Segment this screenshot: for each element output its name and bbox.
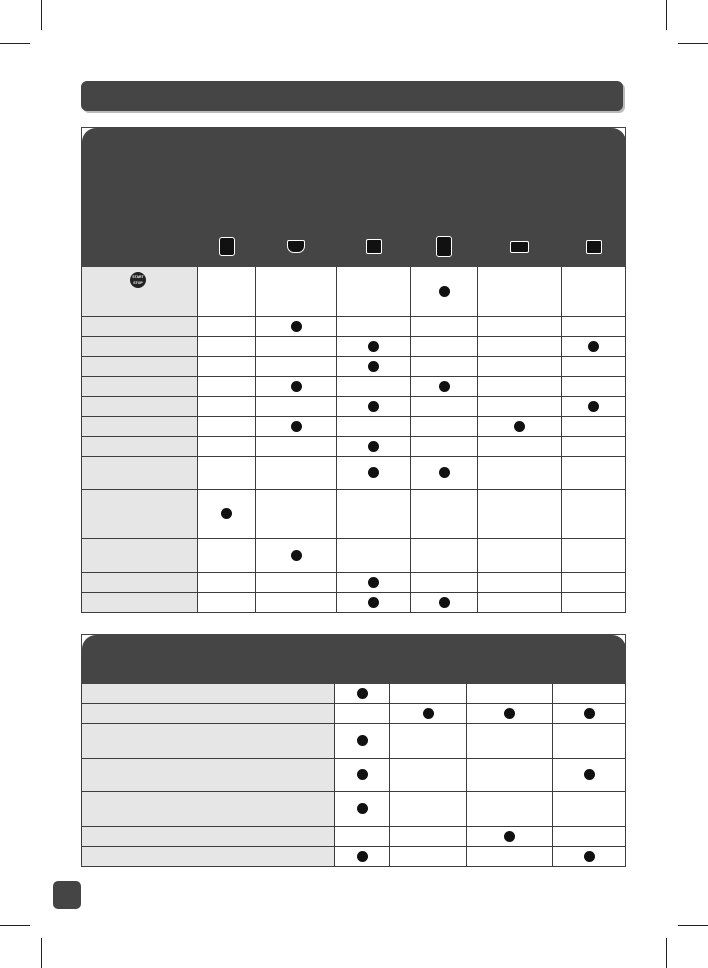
table-row	[82, 437, 626, 457]
table-header-corner	[82, 128, 198, 267]
table-row	[82, 573, 626, 593]
table-cell	[562, 490, 626, 539]
pot-square-icon	[562, 232, 626, 267]
table-cell	[467, 724, 553, 759]
table-cell	[411, 377, 478, 397]
table-cell	[256, 377, 337, 397]
crop-mark	[0, 43, 30, 44]
row-label	[82, 357, 198, 377]
table-cell	[337, 457, 411, 490]
table-cell	[562, 397, 626, 417]
table-cell	[337, 417, 411, 437]
table-cell	[256, 397, 337, 417]
column-header	[411, 128, 478, 232]
check-dot-icon	[439, 381, 450, 392]
table-row	[82, 267, 626, 317]
pot-tall-icon	[411, 232, 478, 267]
pot-square-icon	[337, 232, 411, 267]
table-cell	[478, 539, 562, 573]
table-cell	[256, 317, 337, 337]
table-row	[82, 724, 626, 759]
table-row	[82, 317, 626, 337]
table-cell	[562, 377, 626, 397]
table-cell	[390, 684, 467, 704]
table-row	[82, 684, 626, 704]
table-cell	[411, 337, 478, 357]
table-cell	[390, 724, 467, 759]
row-label	[82, 377, 198, 397]
table-cell	[335, 847, 390, 867]
table-cell	[478, 357, 562, 377]
table-cell	[411, 397, 478, 417]
table-cell	[467, 847, 553, 867]
check-dot-icon	[357, 769, 368, 780]
table-cell	[198, 357, 256, 377]
table-cell	[562, 593, 626, 613]
table-cell	[553, 847, 626, 867]
check-dot-icon	[588, 341, 599, 352]
table-cell	[390, 847, 467, 867]
table-row	[82, 704, 626, 724]
table-row	[82, 337, 626, 357]
row-label	[82, 593, 198, 613]
table-cell	[478, 397, 562, 417]
table-cell	[562, 357, 626, 377]
table-cell	[335, 724, 390, 759]
table-cell	[562, 417, 626, 437]
table-cell	[411, 539, 478, 573]
check-dot-icon	[357, 735, 368, 746]
table-cell	[198, 317, 256, 337]
table-cell	[478, 437, 562, 457]
table-cell	[337, 267, 411, 317]
table-cell	[198, 457, 256, 490]
table-cell	[198, 437, 256, 457]
table-cell	[198, 490, 256, 539]
row-label	[82, 317, 198, 337]
check-dot-icon	[439, 467, 450, 478]
row-label	[82, 573, 198, 593]
table-cell	[198, 593, 256, 613]
table-cell	[562, 267, 626, 317]
start-label: START	[132, 275, 144, 279]
table-row	[82, 397, 626, 417]
crop-mark	[666, 938, 667, 968]
check-dot-icon	[504, 708, 515, 719]
table-cell	[335, 684, 390, 704]
table-cell	[335, 792, 390, 827]
table-cell	[256, 417, 337, 437]
table-cell	[256, 337, 337, 357]
table-row	[82, 417, 626, 437]
table-cell	[478, 417, 562, 437]
table-cell	[337, 573, 411, 593]
column-header	[335, 635, 390, 684]
table-cell	[337, 397, 411, 417]
table-cell	[411, 437, 478, 457]
row-label	[82, 417, 198, 437]
table-cell	[478, 573, 562, 593]
row-label	[82, 704, 335, 724]
table-cell	[467, 704, 553, 724]
table-cell	[562, 457, 626, 490]
table-cell	[390, 704, 467, 724]
table-row	[82, 792, 626, 827]
check-dot-icon	[368, 577, 379, 588]
table-row	[82, 490, 626, 539]
table-cell	[256, 539, 337, 573]
pot-low-icon	[478, 232, 562, 267]
check-dot-icon	[439, 286, 450, 297]
row-label	[82, 397, 198, 417]
row-label	[82, 337, 198, 357]
check-dot-icon	[439, 597, 450, 608]
column-header	[478, 128, 562, 232]
table-cell	[337, 317, 411, 337]
table-cell	[198, 337, 256, 357]
table-cell	[256, 437, 337, 457]
table-cell	[390, 759, 467, 792]
table-row	[82, 357, 626, 377]
table-cell	[198, 539, 256, 573]
row-label	[82, 267, 198, 317]
table-cell	[390, 792, 467, 827]
table-cell	[256, 593, 337, 613]
table-row	[82, 827, 626, 847]
table-cell	[478, 377, 562, 397]
check-dot-icon	[291, 321, 302, 332]
table-cell	[478, 267, 562, 317]
check-dot-icon	[357, 688, 368, 699]
table-cell	[553, 724, 626, 759]
table-cell	[553, 759, 626, 792]
table-cell	[467, 759, 553, 792]
table-cell	[562, 317, 626, 337]
table-cell	[478, 457, 562, 490]
table-cell	[335, 759, 390, 792]
table-cell	[256, 457, 337, 490]
table-cell	[256, 573, 337, 593]
table-cell	[337, 357, 411, 377]
row-label	[82, 847, 335, 867]
pot-tall-icon	[198, 232, 256, 267]
table-row	[82, 759, 626, 792]
table-cell	[198, 573, 256, 593]
table-cell	[478, 337, 562, 357]
table-cell	[198, 377, 256, 397]
table-cell	[411, 317, 478, 337]
table-cell	[467, 792, 553, 827]
row-label	[82, 539, 198, 573]
table-row	[82, 377, 626, 397]
table-cell	[337, 490, 411, 539]
page-number-tab	[53, 881, 81, 909]
table-cell	[411, 357, 478, 377]
check-dot-icon	[368, 597, 379, 608]
table-cell	[553, 827, 626, 847]
table-cell	[256, 490, 337, 539]
column-header	[562, 128, 626, 232]
check-dot-icon	[357, 851, 368, 862]
row-label	[82, 724, 335, 759]
column-header	[467, 635, 553, 684]
row-label	[82, 684, 335, 704]
section-title-bar	[81, 81, 623, 111]
table-cell	[390, 827, 467, 847]
check-dot-icon	[584, 851, 595, 862]
table-cell	[256, 357, 337, 377]
check-dot-icon	[291, 381, 302, 392]
table-row	[82, 457, 626, 490]
table-cell	[256, 267, 337, 317]
table-cell	[337, 437, 411, 457]
table-cell	[467, 827, 553, 847]
table-row	[82, 847, 626, 867]
check-dot-icon	[504, 831, 515, 842]
crop-mark	[41, 938, 42, 968]
table-cell	[411, 490, 478, 539]
check-dot-icon	[423, 708, 434, 719]
pot-bowl-icon	[256, 232, 337, 267]
crop-mark	[666, 0, 667, 30]
table-cell	[478, 593, 562, 613]
check-dot-icon	[368, 401, 379, 412]
table-cell	[553, 792, 626, 827]
table-cell	[411, 573, 478, 593]
table-cell	[335, 704, 390, 724]
table-row	[82, 593, 626, 613]
table-cell	[553, 704, 626, 724]
check-dot-icon	[291, 550, 302, 561]
table-cell	[553, 684, 626, 704]
row-label	[82, 792, 335, 827]
table-cell	[411, 457, 478, 490]
row-label	[82, 827, 335, 847]
table-cell	[478, 490, 562, 539]
table-row	[82, 539, 626, 573]
column-header	[198, 128, 256, 232]
column-header	[390, 635, 467, 684]
column-header	[256, 128, 337, 232]
check-dot-icon	[514, 421, 525, 432]
program-table	[81, 127, 626, 613]
check-dot-icon	[221, 508, 232, 519]
table-cell	[198, 397, 256, 417]
check-dot-icon	[291, 421, 302, 432]
crop-mark	[678, 43, 708, 44]
table-cell	[467, 684, 553, 704]
table-cell	[337, 337, 411, 357]
table-cell	[562, 437, 626, 457]
table-cell	[337, 593, 411, 613]
stop-label: STOP	[133, 281, 143, 285]
row-label	[82, 457, 198, 490]
crop-mark	[0, 925, 30, 926]
check-dot-icon	[368, 361, 379, 372]
table-cell	[337, 539, 411, 573]
check-dot-icon	[368, 341, 379, 352]
start-stop-icon	[130, 272, 146, 288]
check-dot-icon	[368, 441, 379, 452]
table-cell	[562, 337, 626, 357]
row-label	[82, 759, 335, 792]
row-label	[82, 490, 198, 539]
column-header	[553, 635, 626, 684]
table-cell	[198, 267, 256, 317]
table-cell	[335, 827, 390, 847]
check-dot-icon	[588, 401, 599, 412]
table-cell	[198, 417, 256, 437]
table-cell	[337, 377, 411, 397]
settings-table	[81, 634, 626, 867]
table-cell	[411, 267, 478, 317]
crop-mark	[41, 0, 42, 30]
table-cell	[411, 417, 478, 437]
table-header-corner	[82, 635, 335, 684]
column-header	[337, 128, 411, 232]
table-cell	[562, 573, 626, 593]
table-cell	[478, 317, 562, 337]
table-cell	[411, 593, 478, 613]
check-dot-icon	[584, 708, 595, 719]
check-dot-icon	[584, 769, 595, 780]
check-dot-icon	[368, 467, 379, 478]
check-dot-icon	[357, 803, 368, 814]
crop-mark	[678, 925, 708, 926]
row-label	[82, 437, 198, 457]
table-cell	[562, 539, 626, 573]
